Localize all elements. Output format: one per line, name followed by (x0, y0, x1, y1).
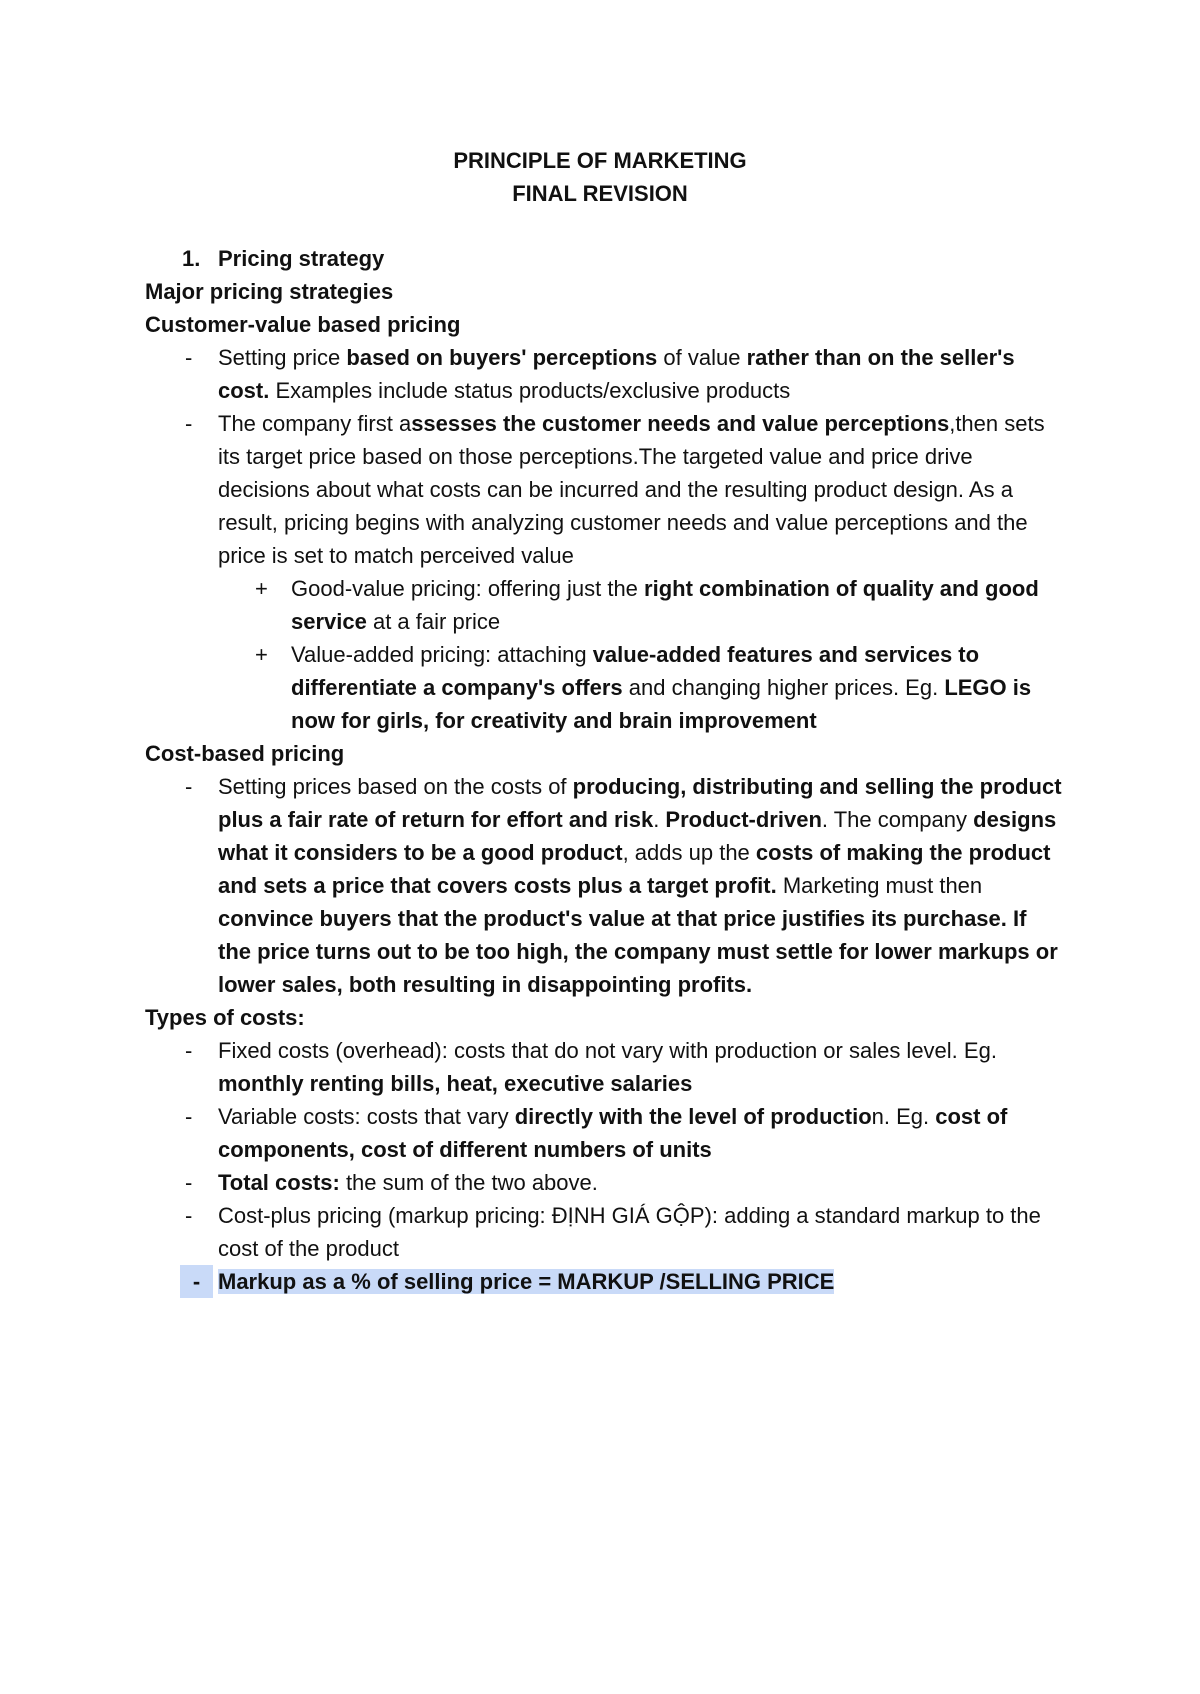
section-heading-text: Pricing strategy (218, 246, 385, 271)
list-number: 1. (182, 246, 201, 271)
text-run: Setting price (218, 345, 347, 370)
highlighted-formula: Markup as a % of selling price = MARKUP /SELLING PRICE (218, 1269, 835, 1294)
dash-bullet: - (180, 1265, 213, 1298)
dash-bullet: - (185, 774, 193, 799)
dash-bullet: - (185, 1104, 193, 1129)
list-item (145, 1100, 1065, 1166)
dash-bullet: - (185, 1038, 193, 1063)
text-run: Value-added pricing: attaching (291, 642, 593, 667)
document-body (145, 242, 1065, 1298)
bold-run: Product-driven (665, 807, 822, 832)
text-run: ,then sets its target price based on those perceptions.The targeted value and price drive decisions about what costs can be incurred and the resulting product design. As a result, pricing begins with analyzing customer needs and value perceptions and the price is set to match perceived value (218, 411, 1045, 568)
list-item (145, 1166, 1065, 1199)
list-item (145, 1199, 1065, 1265)
dash-bullet: - (185, 1170, 193, 1195)
subheading-types-of-costs: Types of costs: (145, 1005, 305, 1030)
list-item (145, 341, 1065, 407)
document-subtitle: FINAL REVISION (512, 181, 688, 206)
text-run: Cost-plus pricing (markup pricing: ĐỊNH GIÁ GỘP): adding a standard markup to the cost of the product (218, 1203, 1041, 1261)
bold-run: cost of components, cost of different numbers of units (218, 1104, 1008, 1162)
bold-run: LEGO is now for girls, for creativity and brain improvement (291, 675, 1032, 733)
plus-bullet: + (255, 576, 268, 601)
bold-run: costs of making the product and sets a price that covers costs plus a target profit. (218, 840, 1051, 898)
text-run: at a fair price (366, 609, 501, 634)
bold-run: rather than on the seller's cost. (218, 345, 1015, 403)
text-run: Examples include status products/exclusive products (269, 378, 791, 403)
bold-run: ssesses the customer needs and value perceptions (411, 411, 950, 436)
dash-bullet: - (185, 1203, 193, 1228)
bold-run: designs what it considers to be a good product (218, 807, 1057, 865)
section-heading-pricing-strategy (145, 242, 1065, 275)
dash-bullet: - (185, 345, 193, 370)
text-run: and changing higher prices. Eg. (622, 675, 945, 700)
document-title: PRINCIPLE OF MARKETING (453, 148, 747, 173)
subheading-customer-value: Customer-value based pricing (145, 312, 461, 337)
bold-run: directly with the level of productio (514, 1104, 872, 1129)
list-item-highlighted (145, 1265, 1065, 1298)
bold-run: based on buyers' perceptions (346, 345, 658, 370)
bold-run: producing, distributing and selling the product plus a fair rate of return for effort and risk (218, 774, 1062, 832)
text-run: , adds up the (622, 840, 756, 865)
sub-list-item (145, 638, 1065, 737)
subheading-major-strategies: Major pricing strategies (145, 279, 394, 304)
text-run: . (653, 807, 666, 832)
dash-bullet: - (185, 411, 193, 436)
text-run: the sum of the two above. (339, 1170, 598, 1195)
text-run: . The company (821, 807, 974, 832)
list-item (145, 770, 1065, 1001)
text-run: Variable costs: costs that vary (218, 1104, 515, 1129)
bold-run: value-added features and services to differentiate a company's offers (291, 642, 980, 700)
text-run: Setting prices based on the costs of (218, 774, 573, 799)
title-block (0, 144, 1200, 210)
text-run: Good-value pricing: offering just the (291, 576, 645, 601)
text-run: of value (657, 345, 747, 370)
bold-run: monthly renting bills, heat, executive salaries (218, 1071, 693, 1096)
plus-bullet: + (255, 642, 268, 667)
text-run: Marketing must then (776, 873, 983, 898)
text-run: Fixed costs (overhead): costs that do not vary with production or sales level. Eg. (218, 1038, 997, 1063)
sub-list-item (145, 572, 1065, 638)
list-item (145, 407, 1065, 572)
bold-run: convince buyers that the product's value at that price justifies its purchase. If the price turns out to be too high, the company must settle for lower markups or lower sales, both resulting in disappointing profits. (218, 906, 1058, 997)
bold-run: right combination of quality and good service (291, 576, 1039, 634)
text-run: n. Eg. (871, 1104, 936, 1129)
text-run: The company first a (218, 411, 412, 436)
subheading-cost-based: Cost-based pricing (145, 741, 345, 766)
bold-run: Total costs: (218, 1170, 340, 1195)
list-item (145, 1034, 1065, 1100)
